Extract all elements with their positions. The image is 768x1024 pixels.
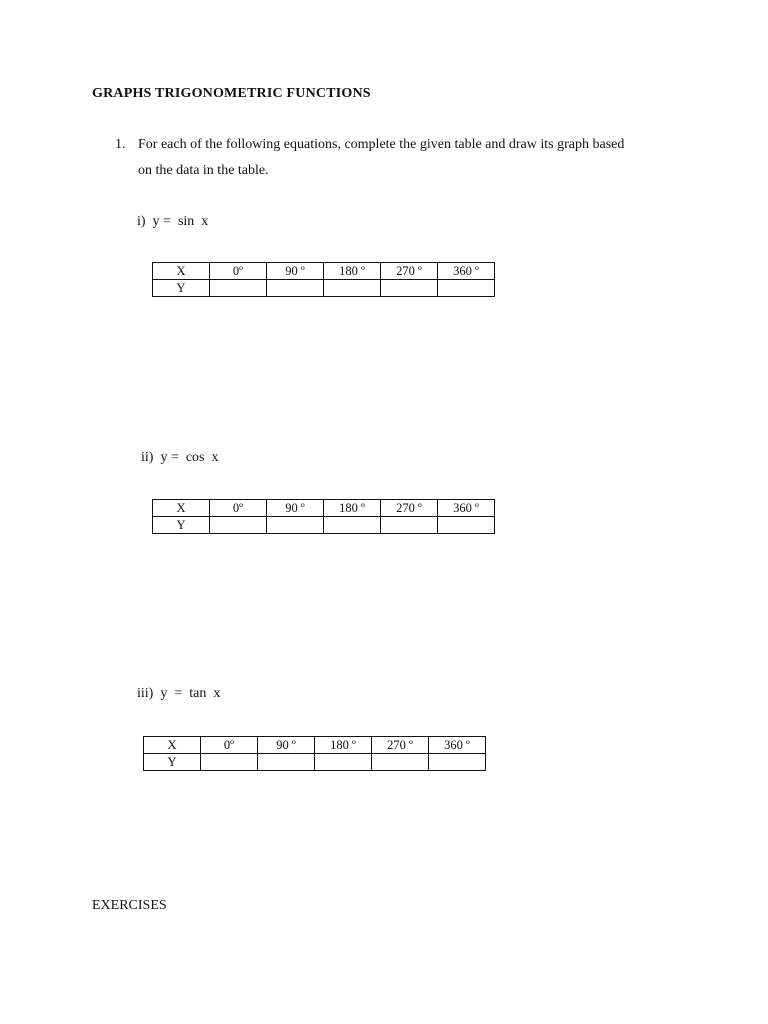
cos-value-table <box>152 499 495 534</box>
blank-value-cell[interactable] <box>324 517 381 534</box>
table-header-cell: 270 º <box>381 263 438 280</box>
table-value-row <box>153 517 495 534</box>
part-iii-equation: iii) y = tan x <box>137 686 221 701</box>
blank-value-cell[interactable] <box>201 754 258 771</box>
part-ii-equation: ii) y = cos x <box>141 450 219 465</box>
table-header-cell: 0º <box>210 263 267 280</box>
blank-value-cell[interactable] <box>381 517 438 534</box>
table-row-label: Y <box>144 754 201 771</box>
blank-value-cell[interactable] <box>372 754 429 771</box>
tan-value-table <box>143 736 486 771</box>
table-header-cell: 360 º <box>438 500 495 517</box>
table-header-cell: X <box>153 263 210 280</box>
table-header-cell: 90 º <box>267 263 324 280</box>
blank-value-cell[interactable] <box>381 280 438 297</box>
blank-value-cell[interactable] <box>210 517 267 534</box>
table-header-cell: 180 º <box>324 500 381 517</box>
blank-value-cell[interactable] <box>315 754 372 771</box>
question-text-line-2: on the data in the table. <box>138 163 269 178</box>
table-header-cell: 90 º <box>258 737 315 754</box>
table-header-row <box>144 737 486 754</box>
table-header-cell: 360 º <box>429 737 486 754</box>
blank-value-cell[interactable] <box>324 280 381 297</box>
blank-value-cell[interactable] <box>438 517 495 534</box>
table-value-row <box>153 280 495 297</box>
table-header-cell: 270 º <box>381 500 438 517</box>
table-header-cell: 270 º <box>372 737 429 754</box>
table-header-cell: 0º <box>210 500 267 517</box>
table-header-cell: 0º <box>201 737 258 754</box>
table-header-cell: X <box>144 737 201 754</box>
blank-value-cell[interactable] <box>438 280 495 297</box>
blank-value-cell[interactable] <box>429 754 486 771</box>
blank-value-cell[interactable] <box>267 517 324 534</box>
sin-value-table <box>152 262 495 297</box>
blank-value-cell[interactable] <box>267 280 324 297</box>
table-header-row <box>153 263 495 280</box>
question-text-line-1: For each of the following equations, complete the given table and draw its graph based <box>138 137 625 152</box>
table-header-cell: 180 º <box>315 737 372 754</box>
table-row-label: Y <box>153 517 210 534</box>
blank-value-cell[interactable] <box>210 280 267 297</box>
question-number: 1. <box>115 137 126 152</box>
table-header-cell: 360 º <box>438 263 495 280</box>
exercises-heading: EXERCISES <box>92 898 167 913</box>
page-heading: GRAPHS TRIGONOMETRIC FUNCTIONS <box>92 86 371 101</box>
blank-value-cell[interactable] <box>258 754 315 771</box>
table-header-cell: X <box>153 500 210 517</box>
table-value-row <box>144 754 486 771</box>
table-row-label: Y <box>153 280 210 297</box>
table-header-cell: 180 º <box>324 263 381 280</box>
part-i-equation: i) y = sin x <box>137 214 209 229</box>
table-header-row <box>153 500 495 517</box>
table-header-cell: 90 º <box>267 500 324 517</box>
